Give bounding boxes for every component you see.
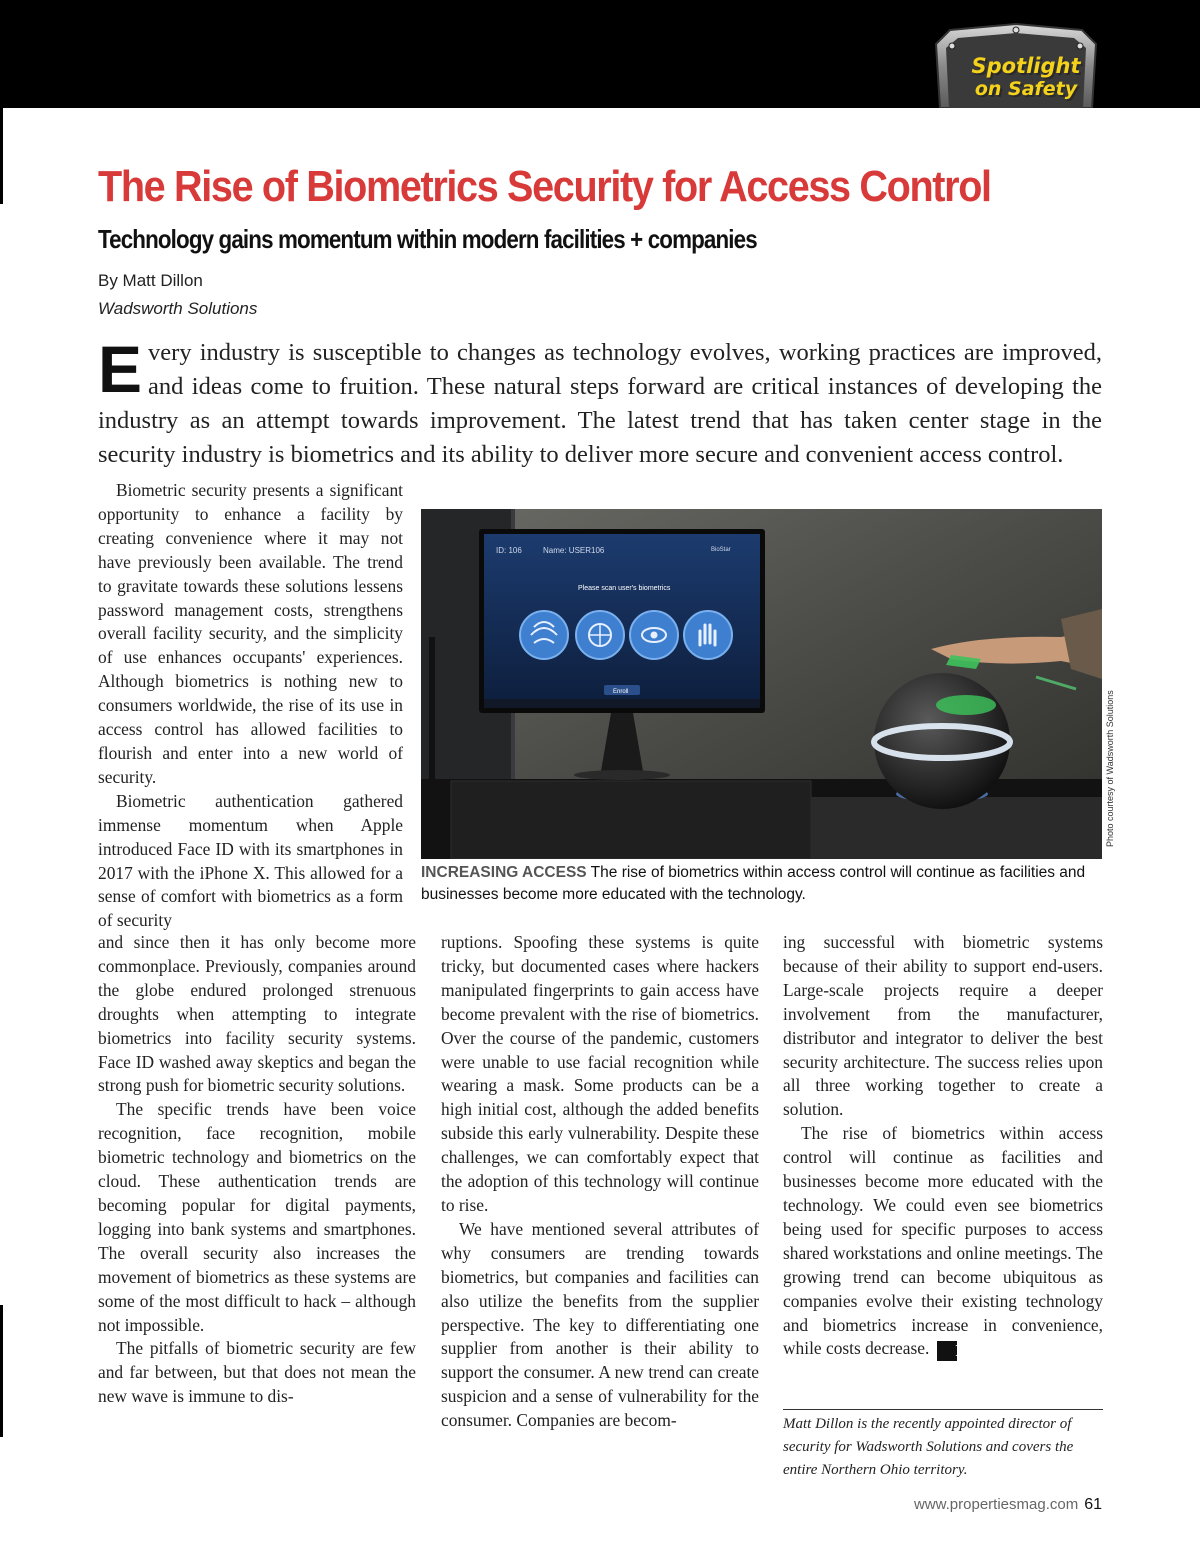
screen-enroll-button: Enroll [613,689,629,695]
photo-caption [421,862,1111,906]
left-edge-rule [0,1305,3,1437]
page-number: 61 [1084,1496,1102,1513]
spotlight-badge [930,22,1102,108]
body-paragraph: Biometric authentication gathered immense momentum when Apple introduced Face ID with its smartphones in 2017 with the iPhone X. This allowed for a sense of comfort with biometrics as a form of security [98,790,403,931]
closing-text: The rise of biometrics within access control will continue as facilities and businesses become more educated with the technology. We could even see biometrics being used for specific purposes to access shared workstations and online meetings. The growing trend can become ubiquitous as companies evolve their existing technology and biometrics increase in convenience, while costs decrease. [783,1123,1103,1359]
author-company: Wadsworth Solutions [98,299,258,318]
caption-head: INCREASING ACCESS [421,864,587,881]
body-paragraph: The specific trends have been voice recognition, face recognition, mobile biometric technology and biometrics on the cloud. These authentication trends are becoming popular for digital payments, logging into bank systems and smartphones. The overall security also increases the movement of biometrics as these systems are some of the most difficult to hack – although not impossible. [98,1099,416,1335]
body-paragraph: Biometric security presents a significant opportunity to enhance a facility by creating convenience where it may not have previously been available. The trend to gravitate towards these solutions lessens password management costs, strengthens overall facility security, and the simplicity of use enhances occupants' experiences. Although biometrics is nothing new to consumers worldwide, the rise of its use in access control has allowed facilities to flourish and enter into a new world of security. [98,480,403,787]
intro-text: very industry is susceptible to changes as technology evolves, working practices are improved, and ideas come to fruition. These natural steps forward are critical instances of developing the industry as an attempt towards improvement. The latest trend that has taken center stage in the security industry is biometrics and its ability to deliver more secure and convenient access control. [98,339,1102,468]
body-paragraph: and since then it has only become more commonplace. Previously, companies around the globe endured prolonged strenuous droughts when attempting to integrate biometrics into facility security systems. Face ID washed away skeptics and began the strong push for biometric security solutions. [98,932,416,1096]
badge-line2: on Safety [974,78,1078,100]
author-bio: Matt Dillon is the recently appointed director of security for Wadsworth Solutions and covers the entire Northern Ohio territory. [783,1416,1074,1478]
article-photo [421,509,1102,859]
article-title: The Rise of Biometrics Security for Access Control [98,162,991,211]
drop-cap: E [98,332,143,406]
fingerprint-icon [520,611,568,659]
body-column-1-top [98,479,403,933]
body-paragraph: ruptions. Spoofing these systems is quite tricky, but documented cases where hackers manipulated fingerprints to gain access have become prevalent with the rise of biometrics. Over the course of the pandemic, customers were unable to use facial recognition while wearing a mask. Some products can be a high initial cost, although the added benefits subside this early vulnerability. Despite these challenges, we can comfortably expect that the adoption of this technology will continue to rise. [441,932,759,1215]
caption-text: The rise of biometrics within access control will continue as facilities and businesses become more educated with the technology. [421,864,1086,903]
body-column-2 [441,931,759,1433]
body-paragraph: We have mentioned several attributes of why consumers are trending towards biometrics, but companies and facilities can also utilize the benefits from the supplier perspective. The key to differentiating one supplier from another is their ability to support the consumer. A new trend can create suspicion and a sense of vulnerability for the consumer. Companies are becom- [441,1218,759,1431]
body-column-1-bottom [98,931,416,1409]
body-paragraph: ing successful with biometric systems because of their ability to support end-users. Large-scale projects require a deeper involvement from the manufacturer, distributor and integrator to deliver the best security architecture. The success relies upon all three working together to create a solution. [783,932,1103,1120]
body-column-3 [783,931,1103,1361]
intro-paragraph [98,332,1102,472]
left-edge-rule [0,108,3,204]
bio-divider [783,1409,1103,1410]
screen-name-label: Name: USER106 [543,546,605,555]
end-mark-icon: P [937,1341,957,1361]
badge-line1: Spotlight [971,54,1081,78]
body-paragraph [783,1122,1103,1361]
screen-id-label: ID: 106 [496,546,522,555]
byline: By Matt Dillon [98,271,203,290]
palm-icon [684,611,732,659]
article-subtitle: Technology gains momentum within modern facilities + companies [98,224,757,254]
photo-credit: Photo courtesy of Wadsworth Solutions [1105,690,1115,847]
biometric-scanner-photo [421,509,1102,859]
screen-prompt: Please scan user's biometrics [578,585,671,592]
page-footer [800,1496,1102,1514]
body-paragraph: The pitfalls of biometric security are few and far between, but that does not mean the new wave is immune to dis- [98,1338,416,1407]
footer-url[interactable]: www.propertiesmag.com [913,1496,1079,1513]
screen-brand: BioStar [711,547,731,553]
